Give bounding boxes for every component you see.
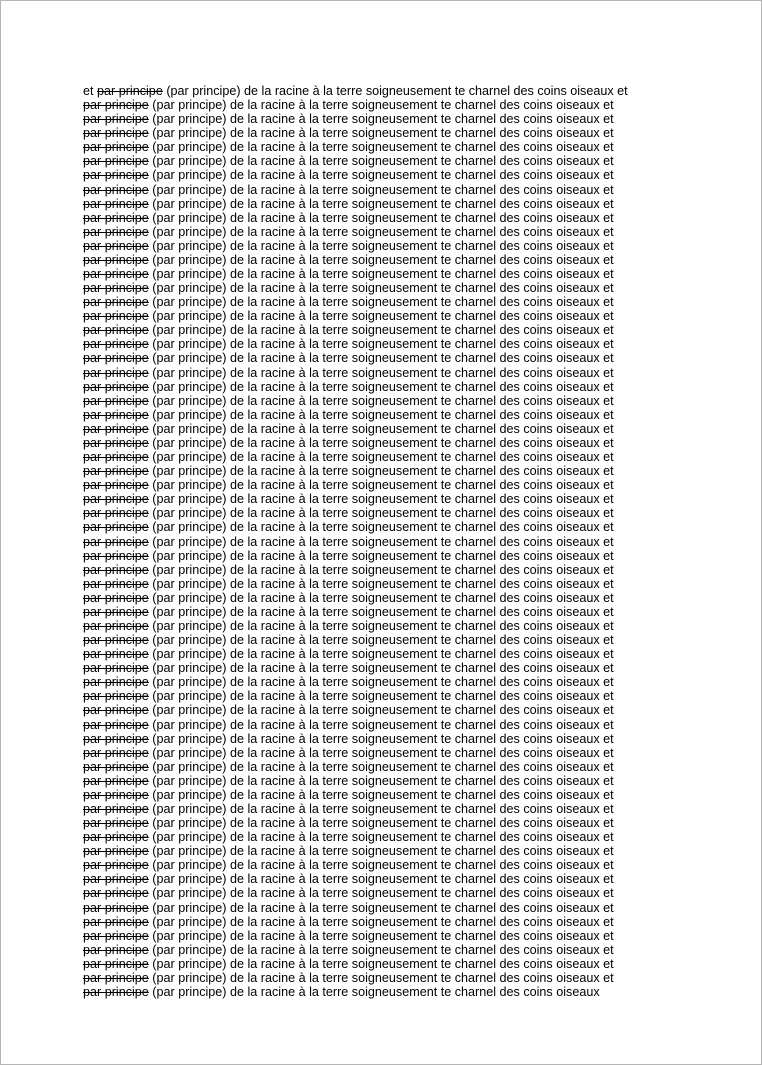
- text-line: [83, 183, 683, 197]
- struck-phrase: par principe: [83, 252, 149, 267]
- line-remainder: (par principe) de la racine à la terre soigneusement te charnel des coins oiseaux et: [148, 731, 614, 746]
- line-remainder: (par principe) de la racine à la terre soigneusement te charnel des coins oiseaux et: [148, 689, 614, 704]
- line-remainder: (par principe) de la racine à la terre soigneusement te charnel des coins oiseaux et: [148, 956, 614, 971]
- text-line: [83, 844, 683, 858]
- line-remainder: (par principe) de la racine à la terre soigneusement te charnel des coins oiseaux et: [148, 647, 614, 662]
- struck-phrase: par principe: [83, 421, 149, 436]
- struck-phrase: par principe: [83, 886, 149, 901]
- struck-phrase: par principe: [83, 858, 149, 873]
- struck-phrase: par principe: [83, 379, 149, 394]
- text-line: [83, 746, 683, 760]
- line-remainder: (par principe) de la racine à la terre soigneusement te charnel des coins oiseaux et: [148, 196, 614, 211]
- text-line: [83, 380, 683, 394]
- line-remainder: (par principe) de la racine à la terre soigneusement te charnel des coins oiseaux et: [148, 337, 614, 352]
- line-remainder: (par principe) de la racine à la terre soigneusement te charnel des coins oiseaux et: [148, 365, 614, 380]
- line-remainder: (par principe) de la racine à la terre soigneusement te charnel des coins oiseaux et: [148, 703, 614, 718]
- struck-phrase: par principe: [83, 590, 149, 605]
- line-remainder: (par principe) de la racine à la terre soigneusement te charnel des coins oiseaux et: [148, 548, 614, 563]
- struck-phrase: par principe: [83, 717, 149, 732]
- text-line: [83, 225, 683, 239]
- line-remainder: (par principe) de la racine à la terre soigneusement te charnel des coins oiseaux et: [148, 126, 614, 141]
- struck-phrase: par principe: [83, 238, 149, 253]
- text-line: [83, 295, 683, 309]
- line-remainder: (par principe) de la racine à la terre soigneusement te charnel des coins oiseaux et: [162, 84, 628, 98]
- line-remainder: (par principe) de la racine à la terre soigneusement te charnel des coins oiseaux et: [148, 351, 614, 366]
- struck-phrase: par principe: [83, 210, 149, 225]
- struck-phrase: par principe: [83, 562, 149, 577]
- struck-phrase: par principe: [83, 914, 149, 929]
- line-remainder: (par principe) de la racine à la terre soigneusement te charnel des coins oiseaux et: [148, 576, 614, 591]
- struck-phrase: par principe: [83, 801, 149, 816]
- struck-phrase: par principe: [83, 351, 149, 366]
- struck-phrase: par principe: [83, 154, 149, 169]
- struck-phrase: par principe: [83, 689, 149, 704]
- struck-phrase: par principe: [83, 450, 149, 465]
- struck-phrase: par principe: [83, 520, 149, 535]
- struck-phrase: par principe: [83, 478, 149, 493]
- struck-phrase: par principe: [83, 703, 149, 718]
- struck-phrase: par principe: [83, 745, 149, 760]
- struck-phrase: par principe: [83, 872, 149, 887]
- line-remainder: (par principe) de la racine à la terre soigneusement te charnel des coins oiseaux et: [148, 464, 614, 479]
- line-remainder: (par principe) de la racine à la terre soigneusement te charnel des coins oiseaux et: [148, 773, 614, 788]
- line-remainder: (par principe) de la racine à la terre soigneusement te charnel des coins oiseaux: [148, 985, 600, 999]
- line-remainder: (par principe) de la racine à la terre soigneusement te charnel des coins oiseaux et: [148, 942, 614, 957]
- struck-phrase: par principe: [83, 942, 149, 957]
- text-line: [83, 619, 683, 633]
- line-remainder: (par principe) de la racine à la terre soigneusement te charnel des coins oiseaux et: [148, 140, 614, 155]
- text-line: [83, 563, 683, 577]
- text-line: [83, 351, 683, 365]
- line-remainder: (par principe) de la racine à la terre soigneusement te charnel des coins oiseaux et: [148, 168, 614, 183]
- line-remainder: (par principe) de la racine à la terre soigneusement te charnel des coins oiseaux et: [148, 520, 614, 535]
- last-text-line: [83, 985, 683, 999]
- line-remainder: (par principe) de la racine à la terre soigneusement te charnel des coins oiseaux et: [148, 801, 614, 816]
- line-remainder: (par principe) de la racine à la terre soigneusement te charnel des coins oiseaux et: [148, 210, 614, 225]
- lead-word: et: [83, 84, 98, 98]
- text-line: [83, 577, 683, 591]
- text-line: [83, 478, 683, 492]
- text-line: [83, 943, 683, 957]
- struck-phrase: par principe: [83, 675, 149, 690]
- struck-phrase: par principe: [83, 435, 149, 450]
- text-line: [83, 323, 683, 337]
- text-line: [83, 197, 683, 211]
- struck-phrase: par principe: [83, 281, 149, 296]
- line-remainder: (par principe) de la racine à la terre soigneusement te charnel des coins oiseaux et: [148, 928, 614, 943]
- text-line: [83, 506, 683, 520]
- line-remainder: (par principe) de la racine à la terre soigneusement te charnel des coins oiseaux et: [148, 759, 614, 774]
- text-line: [83, 675, 683, 689]
- text-line: [83, 535, 683, 549]
- struck-phrase: par principe: [83, 618, 149, 633]
- text-line: [83, 605, 683, 619]
- line-remainder: (par principe) de la racine à la terre soigneusement te charnel des coins oiseaux et: [148, 98, 614, 113]
- struck-phrase: par principe: [83, 112, 149, 127]
- line-remainder: (par principe) de la racine à la terre soigneusement te charnel des coins oiseaux et: [148, 717, 614, 732]
- line-remainder: (par principe) de la racine à la terre soigneusement te charnel des coins oiseaux et: [148, 267, 614, 282]
- line-remainder: (par principe) de la racine à la terre soigneusement te charnel des coins oiseaux et: [148, 858, 614, 873]
- line-remainder: (par principe) de la racine à la terre soigneusement te charnel des coins oiseaux et: [148, 435, 614, 450]
- struck-phrase: par principe: [83, 970, 149, 985]
- line-remainder: (par principe) de la racine à la terre soigneusement te charnel des coins oiseaux et: [148, 872, 614, 887]
- struck-phrase: par principe: [83, 407, 149, 422]
- line-remainder: (par principe) de la racine à la terre soigneusement te charnel des coins oiseaux et: [148, 590, 614, 605]
- line-remainder: (par principe) de la racine à la terre soigneusement te charnel des coins oiseaux et: [148, 238, 614, 253]
- struck-phrase: par principe: [83, 759, 149, 774]
- text-line: [83, 647, 683, 661]
- line-remainder: (par principe) de la racine à la terre soigneusement te charnel des coins oiseaux et: [148, 281, 614, 296]
- text-line: [83, 520, 683, 534]
- line-remainder: (par principe) de la racine à la terre soigneusement te charnel des coins oiseaux et: [148, 295, 614, 310]
- text-line: [83, 788, 683, 802]
- text-line: [83, 394, 683, 408]
- line-remainder: (par principe) de la racine à la terre soigneusement te charnel des coins oiseaux et: [148, 154, 614, 169]
- line-remainder: (par principe) de la racine à la terre soigneusement te charnel des coins oiseaux et: [148, 323, 614, 338]
- text-line: [83, 816, 683, 830]
- text-line: [83, 760, 683, 774]
- text-line: [83, 126, 683, 140]
- line-remainder: (par principe) de la racine à la terre soigneusement te charnel des coins oiseaux et: [148, 886, 614, 901]
- text-line: [83, 140, 683, 154]
- line-remainder: (par principe) de la racine à la terre soigneusement te charnel des coins oiseaux et: [148, 661, 614, 676]
- struck-phrase: par principe: [83, 844, 149, 859]
- text-line: [83, 422, 683, 436]
- struck-phrase: par principe: [83, 604, 149, 619]
- line-remainder: (par principe) de la racine à la terre soigneusement te charnel des coins oiseaux et: [148, 421, 614, 436]
- line-remainder: (par principe) de la racine à la terre soigneusement te charnel des coins oiseaux et: [148, 618, 614, 633]
- line-remainder: (par principe) de la racine à la terre soigneusement te charnel des coins oiseaux et: [148, 633, 614, 648]
- struck-phrase: par principe: [83, 816, 149, 831]
- struck-phrase: par principe: [97, 84, 163, 98]
- struck-phrase: par principe: [83, 506, 149, 521]
- line-remainder: (par principe) de la racine à la terre soigneusement te charnel des coins oiseaux et: [148, 379, 614, 394]
- text-line: [83, 971, 683, 985]
- text-line: [83, 633, 683, 647]
- body-text: [83, 84, 683, 999]
- struck-phrase: par principe: [83, 196, 149, 211]
- repeated-lines: [83, 98, 683, 985]
- line-remainder: (par principe) de la racine à la terre soigneusement te charnel des coins oiseaux et: [148, 112, 614, 127]
- text-line: [83, 492, 683, 506]
- text-line: [83, 366, 683, 380]
- text-line: [83, 154, 683, 168]
- struck-phrase: par principe: [83, 365, 149, 380]
- struck-phrase: par principe: [83, 928, 149, 943]
- text-line: [83, 732, 683, 746]
- struck-phrase: par principe: [83, 956, 149, 971]
- struck-phrase: par principe: [83, 224, 149, 239]
- line-remainder: (par principe) de la racine à la terre soigneusement te charnel des coins oiseaux et: [148, 534, 614, 549]
- text-line: [83, 886, 683, 900]
- text-line: [83, 661, 683, 675]
- text-line: [83, 98, 683, 112]
- line-remainder: (par principe) de la racine à la terre soigneusement te charnel des coins oiseaux et: [148, 844, 614, 859]
- line-remainder: (par principe) de la racine à la terre soigneusement te charnel des coins oiseaux et: [148, 182, 614, 197]
- text-line: [83, 591, 683, 605]
- line-remainder: (par principe) de la racine à la terre soigneusement te charnel des coins oiseaux et: [148, 970, 614, 985]
- struck-phrase: par principe: [83, 309, 149, 324]
- line-remainder: (par principe) de la racine à la terre soigneusement te charnel des coins oiseaux et: [148, 830, 614, 845]
- struck-phrase: par principe: [83, 576, 149, 591]
- struck-phrase: par principe: [83, 787, 149, 802]
- text-line: [83, 253, 683, 267]
- text-line: [83, 703, 683, 717]
- text-line: [83, 281, 683, 295]
- line-remainder: (par principe) de la racine à la terre soigneusement te charnel des coins oiseaux et: [148, 478, 614, 493]
- line-remainder: (par principe) de la racine à la terre soigneusement te charnel des coins oiseaux et: [148, 675, 614, 690]
- text-line: [83, 929, 683, 943]
- struck-phrase: par principe: [83, 168, 149, 183]
- struck-phrase: par principe: [83, 731, 149, 746]
- text-line: [83, 267, 683, 281]
- line-remainder: (par principe) de la racine à la terre soigneusement te charnel des coins oiseaux et: [148, 562, 614, 577]
- line-remainder: (par principe) de la racine à la terre soigneusement te charnel des coins oiseaux et: [148, 450, 614, 465]
- line-remainder: (par principe) de la racine à la terre soigneusement te charnel des coins oiseaux et: [148, 407, 614, 422]
- struck-phrase: par principe: [83, 140, 149, 155]
- struck-phrase: par principe: [83, 337, 149, 352]
- line-remainder: (par principe) de la racine à la terre soigneusement te charnel des coins oiseaux et: [148, 745, 614, 760]
- line-remainder: (par principe) de la racine à la terre soigneusement te charnel des coins oiseaux et: [148, 224, 614, 239]
- struck-phrase: par principe: [83, 661, 149, 676]
- text-line: [83, 689, 683, 703]
- struck-phrase: par principe: [83, 647, 149, 662]
- struck-phrase: par principe: [83, 985, 149, 999]
- struck-phrase: par principe: [83, 492, 149, 507]
- text-line: [83, 872, 683, 886]
- text-line: [83, 718, 683, 732]
- text-line: [83, 464, 683, 478]
- text-line: [83, 802, 683, 816]
- line-remainder: (par principe) de la racine à la terre soigneusement te charnel des coins oiseaux et: [148, 393, 614, 408]
- struck-phrase: par principe: [83, 464, 149, 479]
- struck-phrase: par principe: [83, 98, 149, 113]
- struck-phrase: par principe: [83, 548, 149, 563]
- line-remainder: (par principe) de la racine à la terre soigneusement te charnel des coins oiseaux et: [148, 816, 614, 831]
- line-remainder: (par principe) de la racine à la terre soigneusement te charnel des coins oiseaux et: [148, 492, 614, 507]
- text-line: [83, 450, 683, 464]
- struck-phrase: par principe: [83, 295, 149, 310]
- struck-phrase: par principe: [83, 126, 149, 141]
- text-line: [83, 436, 683, 450]
- text-line: [83, 211, 683, 225]
- text-line: [83, 901, 683, 915]
- line-remainder: (par principe) de la racine à la terre soigneusement te charnel des coins oiseaux et: [148, 309, 614, 324]
- line-remainder: (par principe) de la racine à la terre soigneusement te charnel des coins oiseaux et: [148, 914, 614, 929]
- struck-phrase: par principe: [83, 267, 149, 282]
- text-line: [83, 408, 683, 422]
- text-line: [83, 549, 683, 563]
- line-remainder: (par principe) de la racine à la terre soigneusement te charnel des coins oiseaux et: [148, 604, 614, 619]
- line-remainder: (par principe) de la racine à la terre soigneusement te charnel des coins oiseaux et: [148, 900, 614, 915]
- struck-phrase: par principe: [83, 633, 149, 648]
- text-line: [83, 774, 683, 788]
- text-line: [83, 112, 683, 126]
- struck-phrase: par principe: [83, 393, 149, 408]
- text-line: [83, 830, 683, 844]
- struck-phrase: par principe: [83, 830, 149, 845]
- line-remainder: (par principe) de la racine à la terre soigneusement te charnel des coins oiseaux et: [148, 506, 614, 521]
- text-line: [83, 858, 683, 872]
- text-line: [83, 168, 683, 182]
- line-remainder: (par principe) de la racine à la terre soigneusement te charnel des coins oiseaux et: [148, 787, 614, 802]
- first-text-line: [83, 84, 683, 98]
- text-line: [83, 239, 683, 253]
- struck-phrase: par principe: [83, 900, 149, 915]
- struck-phrase: par principe: [83, 182, 149, 197]
- text-line: [83, 957, 683, 971]
- text-line: [83, 309, 683, 323]
- struck-phrase: par principe: [83, 323, 149, 338]
- struck-phrase: par principe: [83, 773, 149, 788]
- text-line: [83, 915, 683, 929]
- struck-phrase: par principe: [83, 534, 149, 549]
- line-remainder: (par principe) de la racine à la terre soigneusement te charnel des coins oiseaux et: [148, 252, 614, 267]
- text-line: [83, 337, 683, 351]
